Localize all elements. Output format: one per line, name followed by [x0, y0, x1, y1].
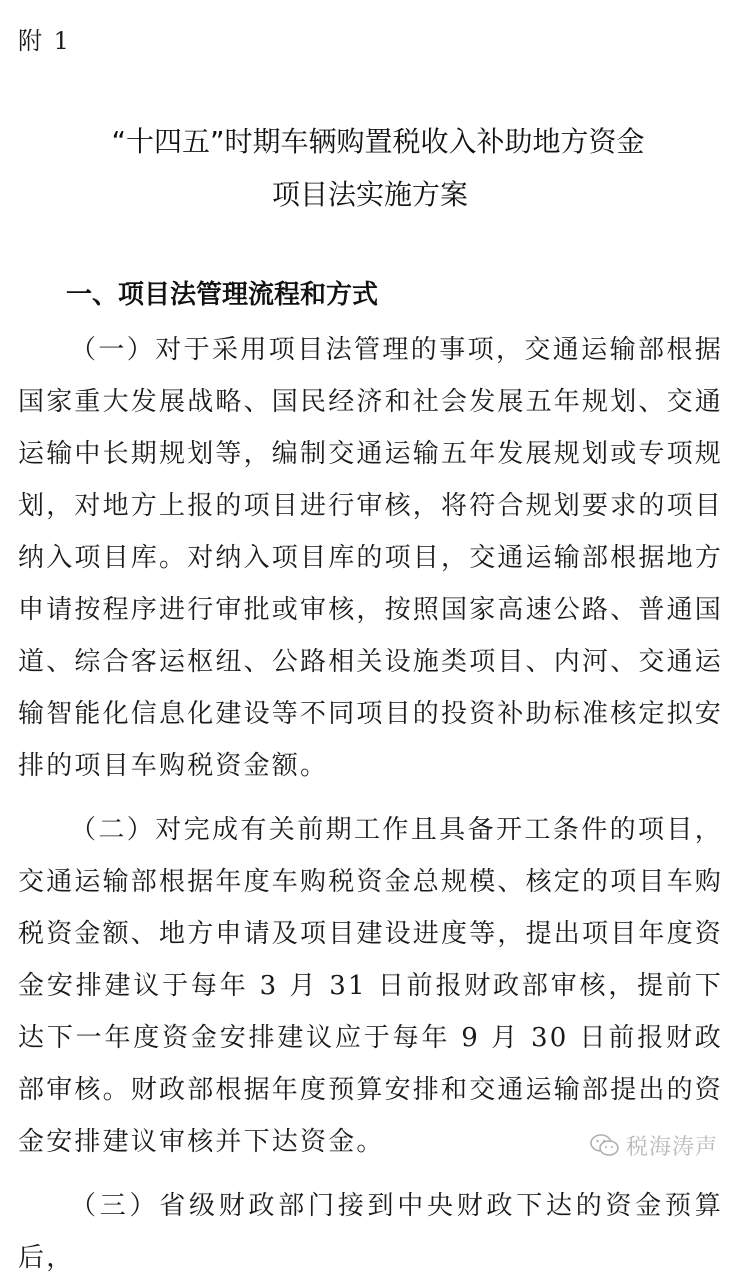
- paragraph: （三）省级财政部门接到中央财政下达的资金预算后，: [18, 1191, 723, 1273]
- wechat-icon: [590, 1133, 620, 1159]
- paragraph: （二）对完成有关前期工作且具备开工条件的项目，交通运输部根据年度车购税资金总规模、核定的项目车购税资金额、地方申请及项目建设进度等，提出项目年度资金安排建议于每年 3 月 31 日前报财政部审核，提前下达下一年度资金安排建议应于每年 9 月 30 日前报财政部审核。财政部根据年度预算安排和交通运输部提出的资金安排建议审核并下达资金。: [18, 815, 724, 1157]
- section-heading: 一、项目法管理流程和方式: [66, 280, 379, 310]
- watermark-text: 税海涛声: [625, 1135, 718, 1160]
- paragraph: （一）对于采用项目法管理的事项，交通运输部根据国家重大发展战略、国民经济和社会发展五年规划、交通运输中长期规划等，编制交通运输五年发展规划或专项规划，对地方上报的项目进行审核，将符合规划要求的项目纳入项目库。对纳入项目库的项目，交通运输部根据地方申请按程序进行审批或审核，按照国家高速公路、普通国道、综合客运枢纽、公路相关设施类项目、内河、交通运输智能化信息化建设等不同项目的投资补助标准核定拟安排的项目车购税资金额。: [18, 335, 724, 781]
- watermark: [586, 1128, 722, 1163]
- attachment-label: 附 1: [18, 27, 71, 55]
- document-title-line1: “十四五”时期车辆购置税收入补助地方资金: [111, 125, 645, 158]
- document-title-line2: 项目法实施方案: [271, 178, 468, 211]
